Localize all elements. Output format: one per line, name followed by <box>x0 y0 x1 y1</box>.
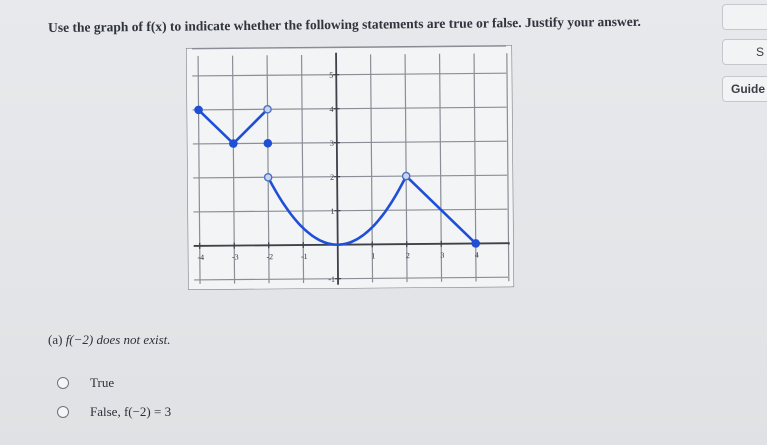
graph-svg <box>186 45 514 290</box>
y-tick-label: 1 <box>330 206 335 216</box>
y-tick-label: 2 <box>330 172 335 182</box>
point-closed <box>472 240 479 247</box>
function-graph <box>186 45 514 290</box>
point-closed <box>264 140 271 147</box>
x-tick-label: 1 <box>371 251 376 261</box>
x-tick-label: 3 <box>440 250 445 260</box>
s-side-button-label: S <box>756 45 765 59</box>
y-tick-label: 4 <box>329 104 334 114</box>
top-side-button[interactable] <box>722 4 767 30</box>
x-tick-label: -4 <box>197 252 205 262</box>
y-tick-label: -1 <box>328 274 336 284</box>
point-closed <box>230 140 237 147</box>
y-tick-label: 5 <box>329 70 334 80</box>
point-closed <box>195 106 202 113</box>
y-tick-label: 3 <box>329 138 334 148</box>
x-tick-label: 2 <box>405 251 410 261</box>
part-a-label: (a) <box>48 332 63 347</box>
point-open <box>265 174 272 181</box>
option-false[interactable] <box>57 404 171 420</box>
option-true[interactable] <box>57 375 114 391</box>
x-tick-label: -1 <box>300 251 308 262</box>
question-text: Use the graph of f(x) to indicate whether the following statements are true or false. Justify your answer. <box>48 13 641 35</box>
x-tick-label: -3 <box>231 252 239 262</box>
part-a-text: f(−2) does not exist. <box>65 332 171 347</box>
point-open <box>402 172 409 179</box>
guide-button[interactable] <box>722 76 767 102</box>
radio-true[interactable] <box>57 377 69 389</box>
point-open <box>264 106 271 113</box>
guide-button-label: Guide <box>731 82 766 96</box>
part-a-statement <box>48 332 171 348</box>
radio-false[interactable] <box>57 406 69 418</box>
x-tick-label: -2 <box>266 252 274 262</box>
option-false-label: False, f(−2) = 3 <box>90 404 172 419</box>
x-tick-label: 4 <box>474 250 479 260</box>
option-true-label: True <box>90 375 115 390</box>
s-side-button[interactable] <box>722 39 767 65</box>
